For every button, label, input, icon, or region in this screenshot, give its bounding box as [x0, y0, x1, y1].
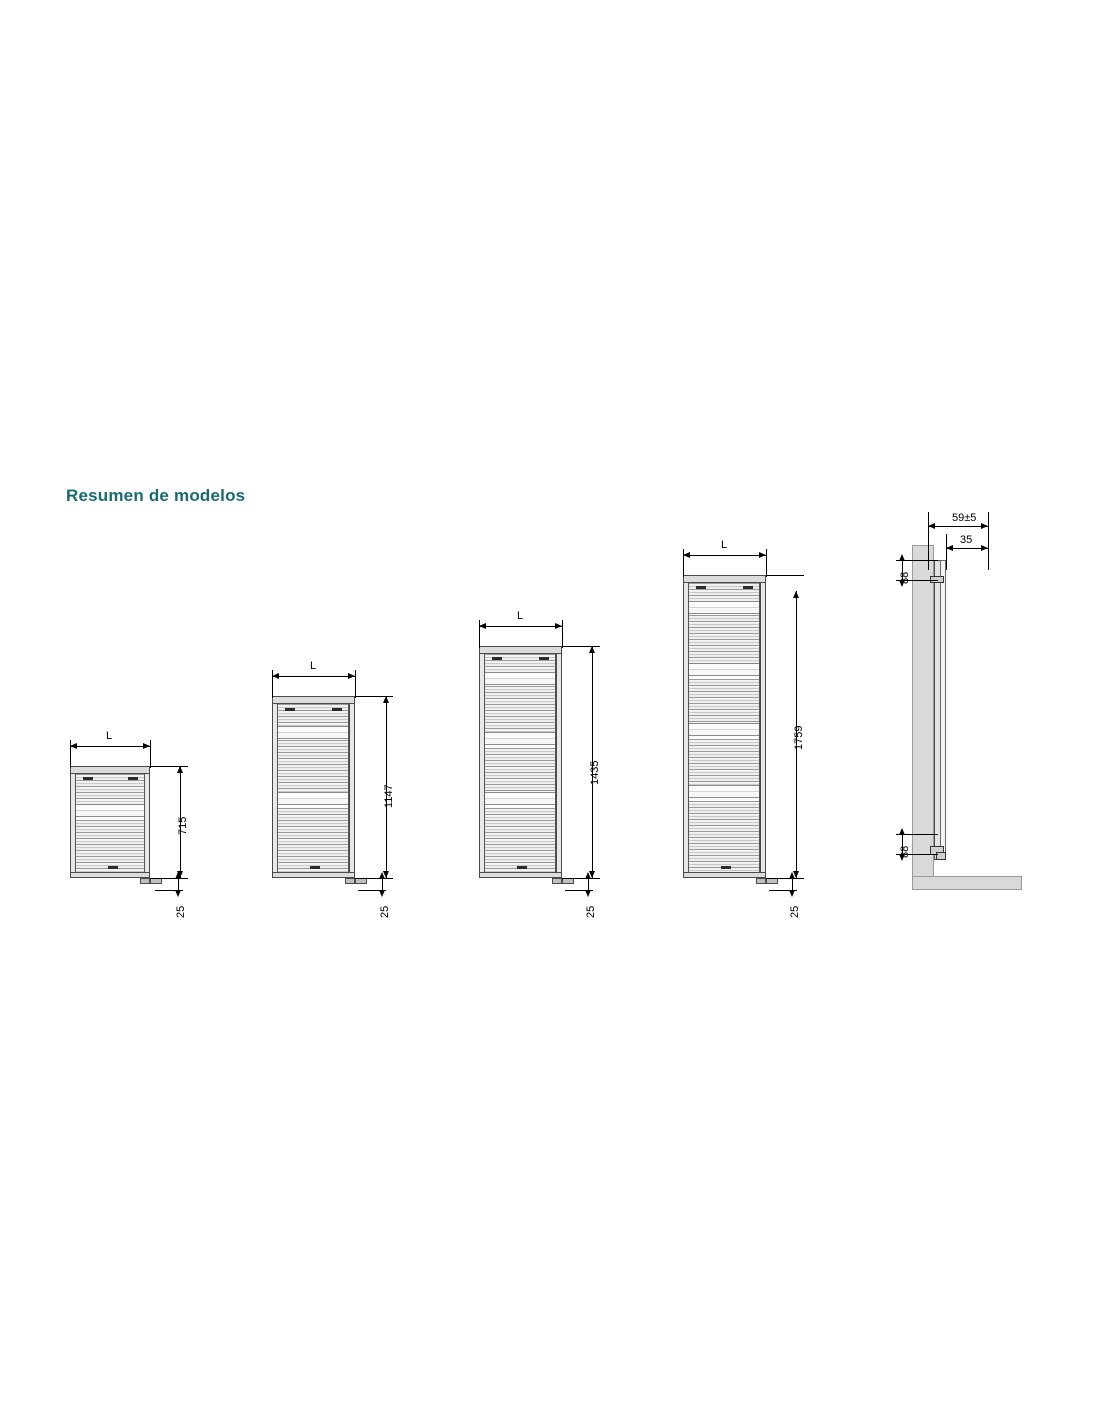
dim-label-bottom-bracket: 88: [899, 845, 911, 858]
wall-section: [912, 545, 934, 890]
arrow-bottom-bracket-up: [899, 828, 905, 835]
dim-label-offset: 25: [379, 905, 391, 918]
dim-label-bracket-depth: 35: [960, 534, 973, 546]
dim-label-width: L: [721, 539, 728, 551]
dim-label-height: 1147: [383, 784, 395, 808]
arrow-depth-left: [928, 523, 935, 529]
dim-line-depth: [928, 526, 988, 527]
arrow-bracket-depth-left: [946, 545, 953, 551]
dim-label-depth: 59±5: [952, 512, 977, 524]
arrow-bracket-depth-right: [981, 545, 988, 551]
radiator-side-front-strip: [940, 560, 946, 860]
dim-label-top-bracket: 88: [899, 571, 911, 584]
dim-label-height: 1759: [793, 725, 805, 750]
ext-line-bracket-depth-left: [946, 534, 947, 570]
dim-label-width: L: [310, 660, 317, 672]
arrow-depth-right: [981, 523, 988, 529]
page-title: Resumen de modelos: [66, 486, 246, 505]
dim-label-offset: 25: [789, 905, 801, 918]
floor-section: [912, 876, 1022, 890]
dim-label-height: 715: [177, 816, 189, 835]
arrow-top-bracket-up: [899, 554, 905, 561]
dim-label-height: 1435: [589, 760, 601, 785]
dim-label-width: L: [517, 610, 524, 622]
dim-label-width: L: [106, 730, 113, 742]
dim-label-offset: 25: [585, 905, 597, 918]
ext-line-depth-left: [928, 512, 929, 570]
dim-label-offset: 25: [175, 905, 187, 918]
ext-line-bracket-depth-right: [988, 534, 989, 570]
